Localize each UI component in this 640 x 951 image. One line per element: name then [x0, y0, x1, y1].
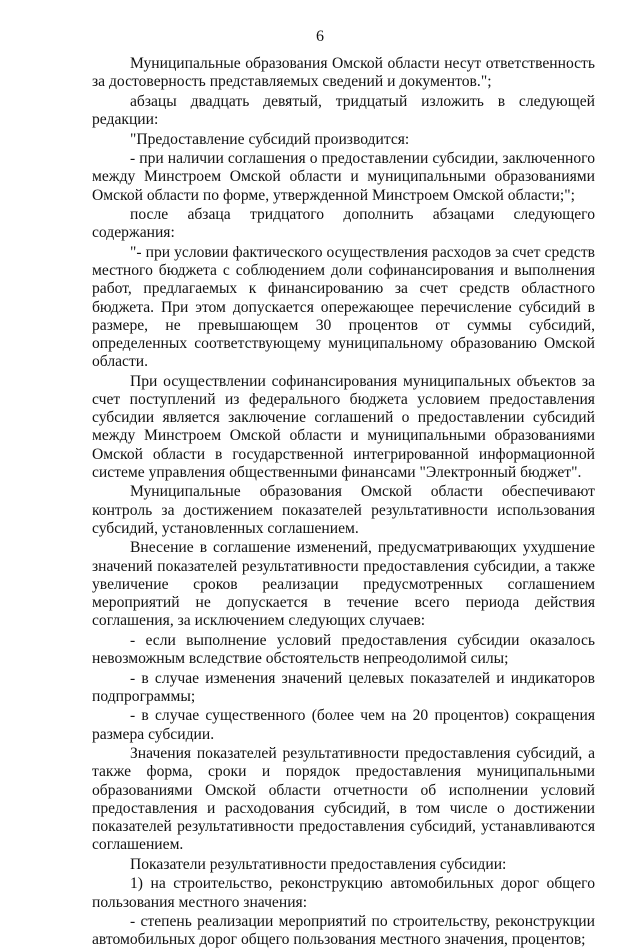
paragraph-indicators-heading: Показатели результативности предоставления субсидии:	[130, 855, 507, 873]
paragraph-exception-reduction: - в случае существенного (более чем на 20 процентов) сокращения размера субсидии.	[92, 707, 595, 743]
paragraph-exception-indicators: - в случае изменения значений целевых показателей и индикаторов подпрограммы;	[92, 669, 595, 705]
paragraph-expense-condition: "- при условии фактического осуществления расходов за счет средств местного бюджета с соблюдением доли софинансирования и выполнения работ, предлагаемых к финансированию за счет средств областного бюджета. При этом допускается опережающее перечисление субсидий в размере, не превышающем 30 процентов от суммы субсидий, определенных соответствующему муниципальному образованию Омской области.	[92, 243, 595, 371]
paragraph-reporting: Значения показателей результативности предоставления субсидий, а также форма, сроки и порядок предоставления муниципальными образованиями Омской области отчетности об исполнении условий предоставления и расходования субсидий, в том числе о достижении показателей результативности предоставления субсидий, устанавливаются соглашением.	[92, 745, 595, 854]
paragraph-amendment-intro: абзацы двадцать девятый, тридцатый изложить в следующей редакции:	[92, 92, 595, 128]
paragraph-addition-intro: после абзаца тридцатого дополнить абзацами следующего содержания:	[92, 206, 595, 242]
paragraph-federal-cofinancing: При осуществлении софинансирования муниципальных объектов за счет поступлений из федерального бюджета условием предоставления субсидии является заключение соглашений о предоставлении субсидий между Минстроем Омской области и муниципальными образованиями Омской области в государственной интегрированной информационной системе управления общественными финансами "Электронный бюджет".	[92, 372, 595, 481]
paragraph-roads-indicator: - степень реализации мероприятий по строительству, реконструкции автомобильных дорог общего пользования местного значения, процентов;	[92, 913, 595, 949]
paragraph-roads-item: 1) на строительство, реконструкцию автомобильных дорог общего пользования местного значения:	[92, 875, 595, 911]
paragraph-control: Муниципальные образования Омской области обеспечивают контроль за достижением показателей результативности использования субсидий, установленных соглашением.	[92, 483, 595, 537]
page-number: 6	[316, 28, 324, 45]
paragraph-subsidy-provision: "Предоставление субсидий производится:	[130, 130, 410, 148]
document-body	[92, 55, 595, 951]
paragraph-exception-force-majeure: - если выполнение условий предоставления субсидии оказалось невозможным вследствие обстоятельств непреодолимой силы;	[92, 631, 595, 668]
paragraph-responsibility: Муниципальные образования Омской области несут ответственность за достоверность представляемых сведений и документов.";	[92, 55, 595, 91]
paragraph-agreement-condition: - при наличии соглашения о предоставлении субсидии, заключенного между Минстроем Омской области и муниципальными образованиями Омской области по форме, утвержденной Минстроем Омской области;";	[92, 150, 595, 204]
paragraph-changes-restriction: Внесение в соглашение изменений, предусматривающих ухудшение значений показателей результативности предоставления субсидии, а также увеличение сроков реализации предусмотренных соглашением мероприятий не допускается в течение всего периода действия соглашения, за исключением следующих случаев:	[92, 539, 595, 630]
